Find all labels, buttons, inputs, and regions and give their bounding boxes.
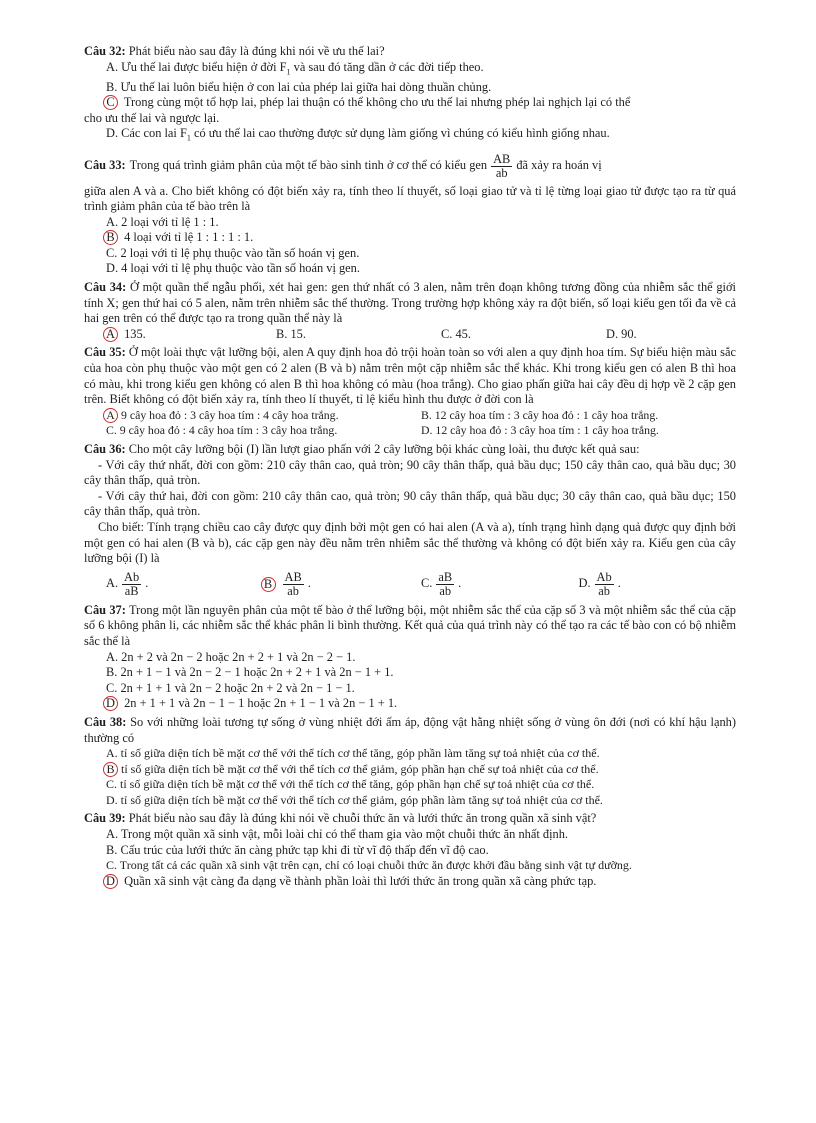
option-a-selected: A 135.	[106, 327, 276, 343]
question-label: Câu 39:	[84, 811, 126, 826]
question-stem: Câu 34: Ở một quần thể ngẫu phối, xét hai gen: gen thứ nhất có 3 alen, nằm trên đoạn không tương đồng của nhiễm sắc thể giới tính X; gen thứ hai có 5 alen, nằm trên nhiễm sắc thể thường. Trong trường hợp không xảy ra đột biến, số loại kiểu gen tối đa về cả hai gen trên có thể được tạo ra trong quần thể này là	[84, 280, 736, 326]
option-a: A. Ưu thế lai được biểu hiện ở đời $F_1$ và sau đó tăng dần ở các đời tiếp theo.	[106, 59, 484, 77]
stem-text: Phát biểu nào sau đây là đúng khi nói về ưu thế lai?	[128, 44, 385, 58]
option-a: A. 2n + 2 và 2n − 2 hoặc 2n + 2 + 1 và 2n − 2 − 1.	[106, 649, 356, 664]
cross-result-2: - Với cây thứ hai, đời con gồm: 210 cây thân cao, quả tròn; 90 cây thân thấp, quả bầu dục; 30 cây thân cao, quả bầu dục; 150 cây thân thấp, quả tròn.	[84, 488, 736, 519]
option-d: D. tỉ số giữa diện tích bề mặt cơ thể với thể tích cơ thể giảm, góp phần làm tăng sự toả nhiệt của cơ thể.	[106, 792, 603, 807]
option-c-selected: C Trong cùng một tổ hợp lai, phép lai thuận có thể không cho ưu thế lai nhưng phép lai nghịch lại có thể	[84, 95, 736, 111]
question-stem	[84, 44, 736, 60]
option-a: A. 2 loại với tỉ lệ 1 : 1.	[106, 214, 219, 229]
answer-circle-mark: A	[103, 327, 118, 342]
question-stem: Câu 37: Trong một lần nguyên phân của một tế bào ở thể lưỡng bội, một nhiễm sắc thể của cặp số 3 và một nhiễm sắc thể của cặp số 6 không phân li, các nhiễm sắc thể khác phân li bình thường. Kết quả của quá trình này có thể tạo ra các tế bào con có bộ nhiễm sắc thể là	[84, 602, 736, 648]
option-b-selected: B tỉ số giữa diện tích bề mặt cơ thể với thể tích cơ thể giảm, góp phần hạn chế sự toả nhiệt của cơ thể.	[84, 762, 736, 778]
question-label: Câu 34:	[84, 280, 127, 295]
option-d-selected: D 2n + 1 + 1 và 2n − 1 − 1 hoặc 2n + 1 − 1 và 2n − 1 + 1.	[84, 696, 736, 712]
option-d-selected: D Quần xã sinh vật càng đa dạng về thành phần loài thì lưới thức ăn trong quần xã càng phức tạp.	[84, 874, 736, 890]
option-d: D. $\frac{Ab}{ab}$ .	[578, 569, 621, 598]
question-37	[84, 603, 736, 712]
option-c: C. 9 cây hoa đỏ : 4 cây hoa tím : 3 cây hoa trắng.	[106, 423, 338, 438]
option-c-continuation: cho ưu thế lai và ngược lại.	[84, 110, 220, 125]
question-label: Câu 38:	[84, 714, 127, 729]
options-row	[84, 327, 736, 343]
fraction-options-row	[84, 571, 736, 598]
given-conditions: Cho biết: Tính trạng chiều cao cây được quy định bởi một gen có hai alen (A và a), tính trạng hình dạng quả được quy định bởi một gen có hai alen (B và b), các cặp gen này đều nằm trên nhiễm sắc thể thường và không có đột biến xảy ra. Kiểu gen của cây lưỡng bội (I) là	[84, 519, 736, 566]
question-stem: Câu 33: Trong quá trình giảm phân của một tế bào sinh tinh ở cơ thể có kiểu gen $\frac{AB}{ab}$ đã xảy ra hoán vị	[84, 151, 602, 180]
option-b: B. 2n + 1 − 1 và 2n − 2 − 1 hoặc 2n + 2 + 1 và 2n − 1 + 1.	[106, 665, 394, 680]
option-c: C. Trong tất cả các quần xã sinh vật trên cạn, chỉ có loại chuỗi thức ăn được khởi đầu bằng sinh vật tự dưỡng.	[106, 858, 632, 873]
option-b: B. 12 cây hoa tím : 3 cây hoa đỏ : 1 cây hoa trắng.	[421, 407, 659, 422]
question-label: Câu 35:	[84, 345, 126, 360]
option-b: B. Ưu thế lai luôn biểu hiện ở con lai của phép lai giữa hai dòng thuần chủng.	[106, 79, 492, 94]
option-c: C. 2 loại với tỉ lệ phụ thuộc vào tần số hoán vị gen.	[106, 245, 360, 260]
answer-circle-mark: B	[103, 762, 118, 777]
option-c: C. $\frac{aB}{ab}$ .	[421, 569, 462, 598]
option-a: A. Trong một quần xã sinh vật, mỗi loài chỉ có thể tham gia vào một chuỗi thức ăn nhất định.	[106, 827, 569, 842]
question-label: Câu 33:	[84, 158, 126, 173]
question-label: Câu 32:	[84, 44, 126, 58]
option-a-selected: A 9 cây hoa đỏ : 3 cây hoa tím : 4 cây hoa trắng.	[106, 408, 421, 424]
option-d: D. 4 loại với tỉ lệ phụ thuộc vào tần số hoán vị gen.	[106, 261, 360, 276]
question-stem: Câu 35: Ở một loài thực vật lưỡng bội, alen A quy định hoa đỏ trội hoàn toàn so với alen a quy định hoa tím. Sự biểu hiện màu sắc của hoa còn phụ thuộc vào một gen có 2 alen (B và b) nằm trên một cặp nhiễm sắc thể khác. Khi trong kiểu gen có alen B thì hoa có màu, khi trong kiểu gen không có alen B thì hoa không có màu (hoa trắng). Cho giao phấn giữa hai cây đều dị hợp về 2 cặp gen trên. Biết không có đột biến xảy ra, tính theo lí thuyết, tỉ lệ kiểu hình thu được ở đời con là	[84, 345, 736, 407]
option-a: A. tỉ số giữa diện tích bề mặt cơ thể với thể tích cơ thể tăng, góp phần làm tăng sự toả nhiệt của cơ thể.	[106, 746, 600, 761]
cross-result-1: - Với cây thứ nhất, đời con gồm: 210 cây thân cao, quả tròn; 90 cây thân thấp, quả bầu dục; 150 cây thân cao, quả bầu dục; 30 cây thân thấp, quả tròn.	[84, 457, 736, 488]
answer-circle-mark: C	[103, 95, 118, 110]
answer-circle-mark: D	[103, 696, 118, 711]
question-33	[84, 153, 736, 278]
stem-continuation: giữa alen A và a. Cho biết không có đột biến xảy ra, tính theo lí thuyết, số loại giao tử và tỉ lệ từng loại giao tử được tạo ra từ quá trình giảm phân của tế bào trên là	[84, 183, 736, 214]
question-stem: Câu 39: Phát biểu nào sau đây là đúng khi nói về chuỗi thức ăn và lưới thức ăn trong quần xã sinh vật?	[84, 811, 597, 826]
genotype-fraction: $\frac{AB}{ab}$	[493, 151, 511, 180]
question-32	[84, 44, 736, 147]
option-d: D. Các con lai $F_1$ có ưu thế lai cao thường được sử dụng làm giống vì chúng có kiểu hình giống nhau.	[106, 126, 610, 143]
option-b-selected: B $\frac{AB}{ab}$ .	[264, 571, 422, 598]
question-36	[84, 442, 736, 598]
option-c: C. 2n + 1 + 1 và 2n − 2 hoặc 2n + 2 và 2n − 1 − 1.	[106, 680, 355, 695]
option-c: C. 45.	[441, 326, 471, 341]
option-b-selected: B 4 loại với tỉ lệ 1 : 1 : 1 : 1.	[84, 230, 736, 246]
options-grid	[84, 408, 736, 439]
question-stem: Câu 36: Cho một cây lưỡng bội (I) lần lượt giao phấn với 2 cây lưỡng bội khác cùng loài, thu được kết quả sau:	[84, 442, 640, 456]
question-38	[84, 715, 736, 809]
option-c: C. tỉ số giữa diện tích bề mặt cơ thể với thể tích cơ thể tăng, góp phần hạn chế sự toả nhiệt của cơ thể.	[106, 777, 595, 792]
answer-circle-mark: A	[103, 408, 118, 423]
option-b: B. Cấu trúc của lưới thức ăn càng phức tạp khi đi từ vĩ độ thấp đến vĩ độ cao.	[106, 842, 489, 857]
option-a: A. $\frac{Ab}{aB}$ .	[106, 569, 149, 598]
question-stem: Câu 38: So với những loài tương tự sống ở vùng nhiệt đới ấm áp, động vật hằng nhiệt sống ở vùng ôn đới (nơi có khí hậu lạnh) thường có	[84, 714, 736, 745]
question-39	[84, 811, 736, 889]
question-34	[84, 280, 736, 342]
question-label: Câu 36:	[84, 442, 126, 456]
question-label: Câu 37:	[84, 602, 126, 617]
answer-circle-mark: B	[261, 577, 276, 592]
option-d: D. 12 cây hoa đỏ : 3 cây hoa tím : 1 cây hoa trắng.	[421, 423, 659, 438]
answer-circle-mark: D	[103, 874, 118, 889]
option-b: B. 15.	[276, 326, 306, 341]
option-d: D. 90.	[606, 326, 637, 341]
answer-circle-mark: B	[103, 230, 118, 245]
question-35	[84, 345, 736, 439]
